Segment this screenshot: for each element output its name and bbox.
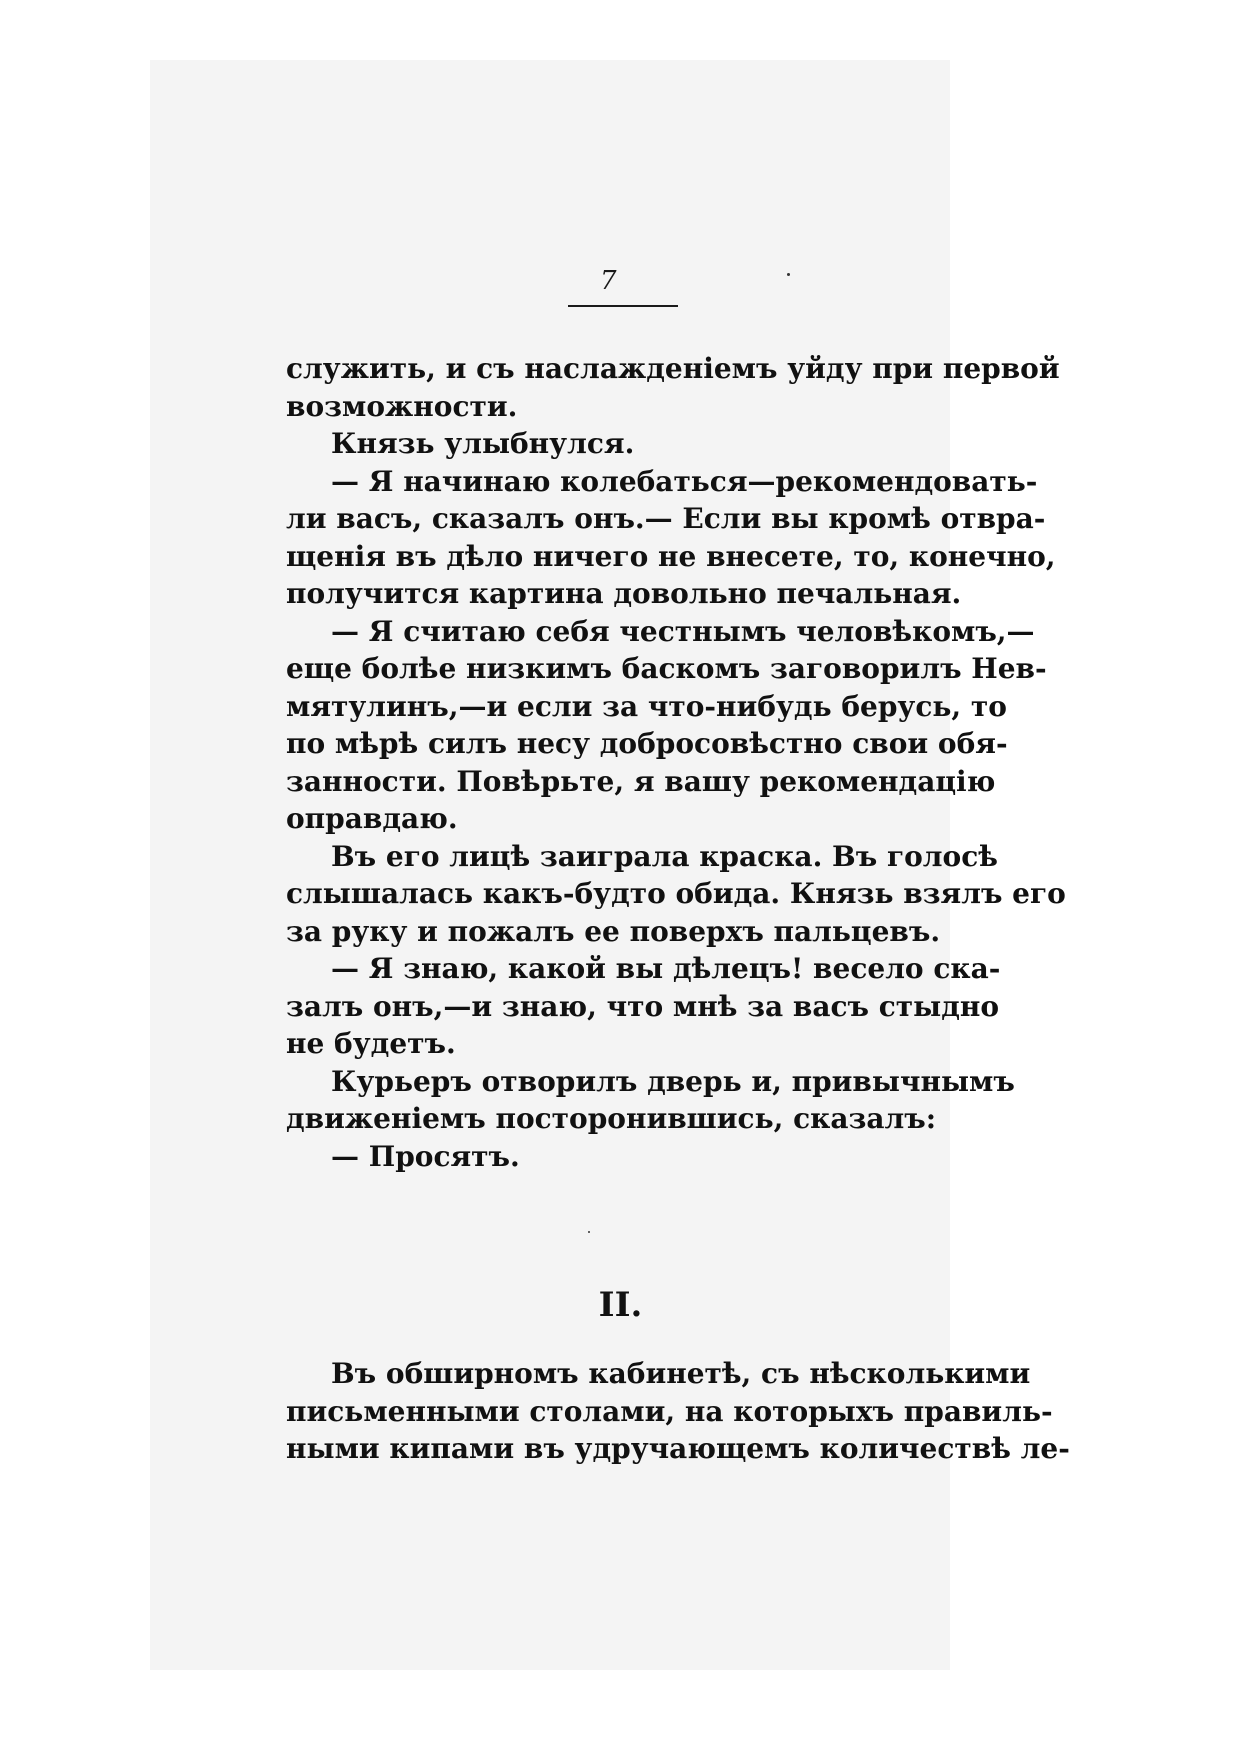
text-line: за руку и пожалъ ее поверхъ пальцевъ. (286, 914, 941, 948)
text-line: Въ обширномъ кабинетѣ, съ нѣсколькими (331, 1357, 1031, 1390)
text-line: не будетъ. (286, 1027, 456, 1060)
text-line: получится картина довольно печальная. (286, 577, 962, 610)
text-line: оправдаю. (286, 802, 458, 835)
text-line: — Я знаю, какой вы дѣлецъ! весело ска- (331, 952, 1001, 985)
text-line: Князь улыбнулся. (331, 427, 635, 460)
text-line: ными кипами въ удручающемъ количествѣ ле- (286, 1432, 1070, 1465)
print-speck (588, 1231, 590, 1233)
chapter-heading: II. (598, 1285, 643, 1325)
text-line: еще болѣе низкимъ баскомъ заговорилъ Нев- (286, 652, 1047, 685)
text-line: письменными столами, на которыхъ правиль- (286, 1394, 1053, 1428)
text-line: по мѣрѣ силъ несу добросовѣстно свои обя- (286, 727, 1008, 760)
text-line: щенія въ дѣло ничего не внесете, то, конечно, (286, 539, 1056, 573)
text-line: служить, и съ наслажденіемъ уйду при первой (286, 352, 1060, 385)
section-text (286, 1355, 1070, 1468)
text-line: залъ онъ,—и знаю, что мнѣ за васъ стыдно (286, 989, 1000, 1023)
text-line: мятулинъ,—и если за что-нибудь берусь, то (286, 689, 1007, 723)
text-line: ли васъ, сказалъ онъ.— Если вы кромѣ отвра- (286, 502, 1046, 535)
text-line: движеніемъ посторонившись, сказалъ: (286, 1102, 937, 1135)
page-number: 7 (600, 266, 617, 296)
text-line: Въ его лицѣ заиграла краска. Въ голосѣ (331, 839, 998, 873)
text-line: — Я считаю себя честнымъ человѣкомъ,— (331, 614, 1035, 648)
text-line: — Я начинаю колебаться—рекомендовать- (331, 464, 1038, 498)
header-rule (568, 305, 678, 307)
text-line: возможности. (286, 389, 518, 423)
text-line: — Просятъ. (331, 1139, 520, 1173)
print-speck (787, 273, 790, 276)
body-text (286, 350, 1066, 1175)
text-line: слышалась какъ-будто обида. Князь взялъ его (286, 877, 1066, 910)
text-line: занности. Повѣрьте, я вашу рекомендацію (286, 764, 996, 798)
text-line: Курьеръ отворилъ дверь и, привычнымъ (331, 1064, 1015, 1098)
